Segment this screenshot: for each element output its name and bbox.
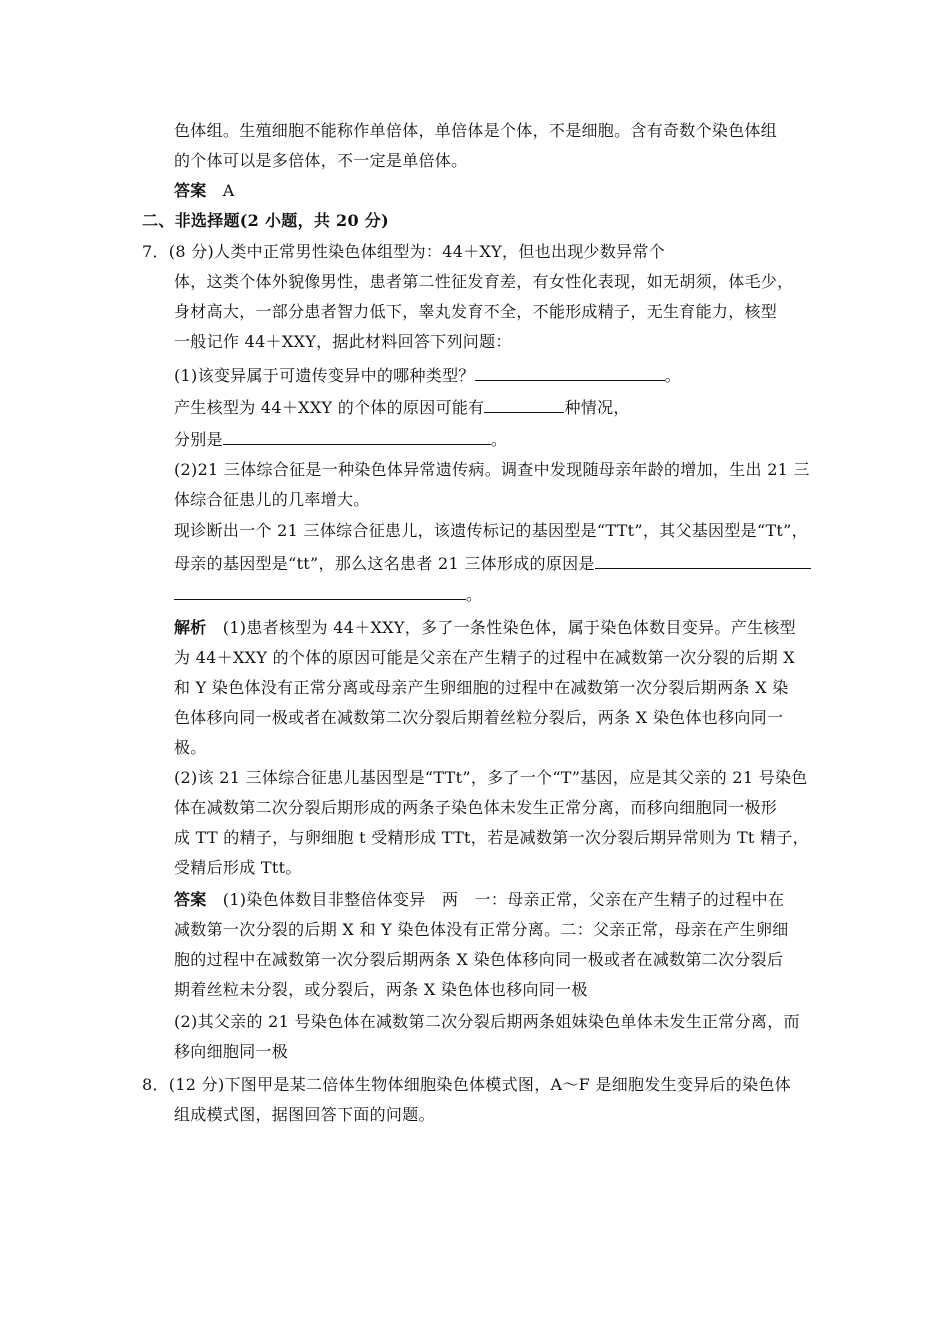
q7-stem-1	[142, 242, 665, 262]
answer-line-3: 胞的过程中在减数第一次分裂后期两条 X 染色体移向同一极或者在减数第二次分裂后	[174, 950, 784, 969]
q7-part1-text: (1)该变异属于可遗传变异中的哪种类型？	[174, 366, 475, 385]
q7-part1b-end: 种情况，	[564, 398, 630, 417]
q7-part1	[174, 364, 681, 386]
answer-line-4: 期着丝粒未分裂，或分裂后，两条 X 染色体也移向同一极	[174, 980, 588, 999]
analysis-label: 解析	[174, 618, 207, 637]
q7-part2-line-1: (2)21 三体综合征是一种染色体异常遗传病。调查中发现随母亲年龄的增加，生出 21 三	[174, 460, 810, 479]
analysis-line-4: 色体移向同一极或者在减数第二次分裂后期着丝粒分裂后，两条 X 染色体也移向同一	[174, 708, 784, 727]
q7-part1-end: 。	[664, 366, 681, 385]
analysis-line-8: 成 TT 的精子，与卵细胞 t 受精形成 TTt，若是减数第一次分裂后期异常则为 Tt 精子，	[174, 828, 809, 847]
q7-part2-line-2: 体综合征患儿的几率增大。	[174, 490, 370, 509]
analysis-line-1	[174, 618, 796, 638]
answer-line-6: 移向细胞同一极	[174, 1042, 289, 1061]
q7-part1c-text: 分别是	[174, 430, 223, 449]
answer-blank[interactable]	[595, 552, 811, 569]
q7-part2-line-4	[174, 552, 811, 574]
q7-stem-4: 一般记作 44＋XXY，据此材料回答下列问题：	[174, 332, 512, 351]
q6-line-2: 的个体可以是多倍体，不一定是单倍体。	[174, 151, 468, 170]
q7-part2-line-3: 现诊断出一个 21 三体综合征患儿，该遗传标记的基因型是“TTt”，其父基因型是“Tt”，	[174, 521, 808, 540]
analysis-line-6: (2)该 21 三体综合征患儿基因型是“TTt”，多了一个“T”基因，应是其父亲的 21 号染色	[174, 768, 808, 787]
q7-part2-line-5	[174, 583, 482, 605]
q7-stem-2: 体，这类个体外貌像男性，患者第二性征发育差，有女性化表现，如无胡须，体毛少，	[174, 272, 794, 291]
answer-blank[interactable]	[223, 428, 491, 445]
answer-label: 答案	[174, 890, 207, 909]
question-number: 7．	[142, 242, 169, 261]
answer-text: (1)染色体数目非整倍体变异 两 一：母亲正常，父亲在产生精子的过程中在	[222, 890, 785, 909]
q8-stem-2: 组成模式图，据图回答下面的问题。	[174, 1105, 435, 1124]
answer-value: A	[222, 181, 235, 200]
q7-part2-line-5-end: 。	[466, 585, 483, 604]
answer-line-5: (2)其父亲的 21 号染色体在减数第二次分裂后期两条姐妹染色单体未发生正常分离，而	[174, 1012, 800, 1031]
question-number: 8．	[142, 1075, 169, 1094]
answer-blank[interactable]	[174, 583, 466, 600]
q6-answer	[174, 181, 235, 201]
q8-stem-text: (12 分)下图甲是某二倍体生物体细胞染色体模式图，A～F 是细胞发生变异后的染色体	[168, 1075, 792, 1094]
q7-part2-line-4-text: 母亲的基因型是“tt”，那么这名患者 21 三体形成的原因是	[174, 554, 595, 573]
answer-label: 答案	[174, 181, 207, 200]
analysis-text: (1)患者核型为 44＋XXY，多了一条性染色体，属于染色体数目变异。产生核型	[222, 618, 796, 637]
analysis-line-2: 为 44＋XXY 的个体的原因可能是父亲在产生精子的过程中在减数第一次分裂的后期 X	[174, 648, 795, 667]
q7-stem-3: 身材高大，一部分患者智力低下，睾丸发育不全，不能形成精子，无生育能力，核型	[174, 302, 778, 321]
q7-part1c-end: 。	[490, 430, 508, 449]
analysis-line-7: 体在减数第二次分裂后期形成的两条子染色体未发生正常分离，而移向细胞同一极形	[174, 798, 778, 817]
q6-line-1: 色体组。生殖细胞不能称作单倍体，单倍体是个体，不是细胞。含有奇数个染色体组	[174, 121, 778, 140]
answer-blank[interactable]	[484, 396, 564, 413]
q7-stem-text: (8 分)人类中正常男性染色体组型为：44＋XY，但也出现少数异常个	[168, 242, 666, 261]
answer-line-1	[174, 890, 784, 910]
analysis-line-9: 受精后形成 Ttt。	[174, 858, 302, 877]
answer-line-2: 减数第一次分裂的后期 X 和 Y 染色体没有正常分离。二：父亲正常，母亲在产生卵细	[174, 920, 789, 939]
answer-blank[interactable]	[475, 364, 665, 381]
q7-part1c	[174, 428, 507, 450]
section-heading: 二、非选择题(2 小题，共 20 分)	[142, 211, 389, 230]
analysis-line-3: 和 Y 染色体没有正常分离或母亲产生卵细胞的过程中在减数第一次分裂后期两条 X 染	[174, 678, 789, 697]
q8-stem-1	[142, 1075, 791, 1095]
q7-part1b-text: 产生核型为 44＋XXY 的个体的原因可能有	[174, 398, 485, 417]
q7-part1b	[174, 396, 630, 418]
analysis-line-5: 极。	[174, 738, 207, 757]
